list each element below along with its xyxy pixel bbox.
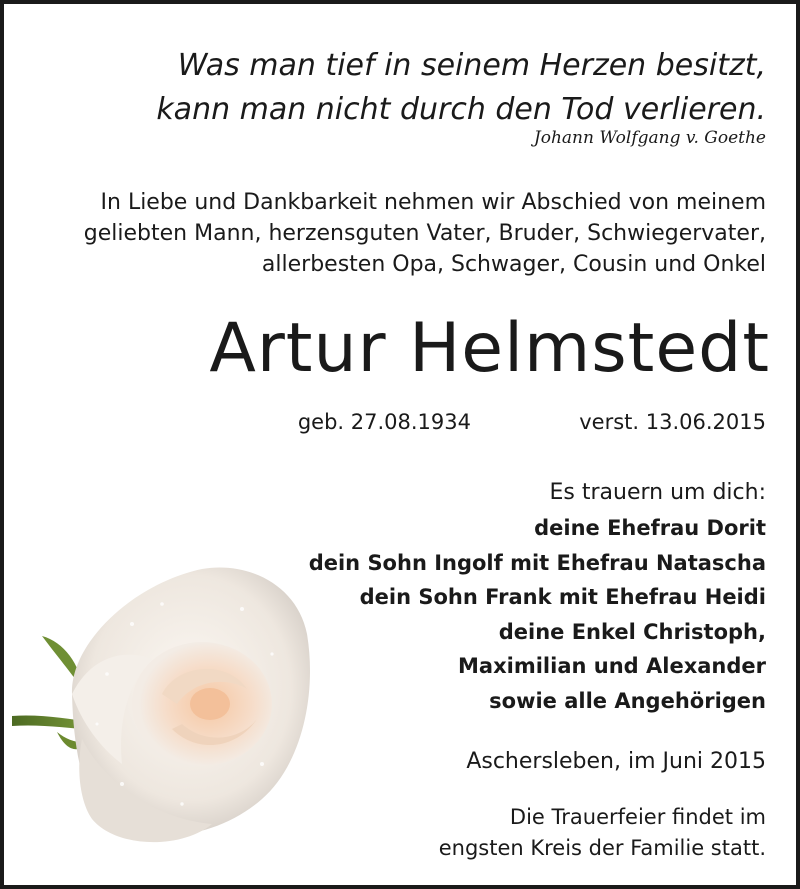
mourner-line: sowie alle Angehörigen [489, 688, 766, 713]
intro-line-2: geliebten Mann, herzensguten Vater, Bruder, Schwiegervater, [83, 221, 766, 246]
quote-author: Johann Wolfgang v. Goethe [533, 128, 766, 148]
quote-line-2: kann man nicht durch den Tod verlieren. [156, 92, 766, 127]
mourner-line: Maximilian und Alexander [458, 654, 766, 678]
mourners-list [246, 511, 766, 718]
intro-text [26, 187, 766, 280]
intro-line-1: In Liebe und Dankbarkeit nehmen wir Abschied von meinem [100, 190, 766, 215]
goethe-quote [46, 44, 766, 132]
mourners-heading: Es trauern um dich: [549, 480, 766, 505]
intro-line-3: allerbesten Opa, Schwager, Cousin und Onkel [261, 252, 766, 277]
mourner-line: dein Sohn Ingolf mit Ehefrau Natascha [308, 550, 766, 575]
death-date: verst. 13.06.2015 [579, 410, 766, 434]
white-rose-icon [12, 564, 322, 854]
funeral-note [346, 802, 766, 864]
deceased-name: Artur Helmstedt [209, 309, 770, 388]
quote-line-1: Was man tief in seinem Herzen besitzt, [177, 48, 766, 83]
mourner-line: dein Sohn Frank mit Ehefrau Heidi [359, 585, 766, 609]
place-and-date: Aschersleben, im Juni 2015 [466, 749, 766, 774]
birth-date: geb. 27.08.1934 [297, 410, 471, 434]
funeral-note-line-1: Die Trauerfeier findet im [509, 805, 766, 829]
mourner-line: deine Enkel Christoph, [498, 619, 766, 644]
mourner-line: deine Ehefrau Dorit [534, 516, 766, 540]
funeral-note-line-2: engsten Kreis der Familie statt. [438, 836, 766, 860]
